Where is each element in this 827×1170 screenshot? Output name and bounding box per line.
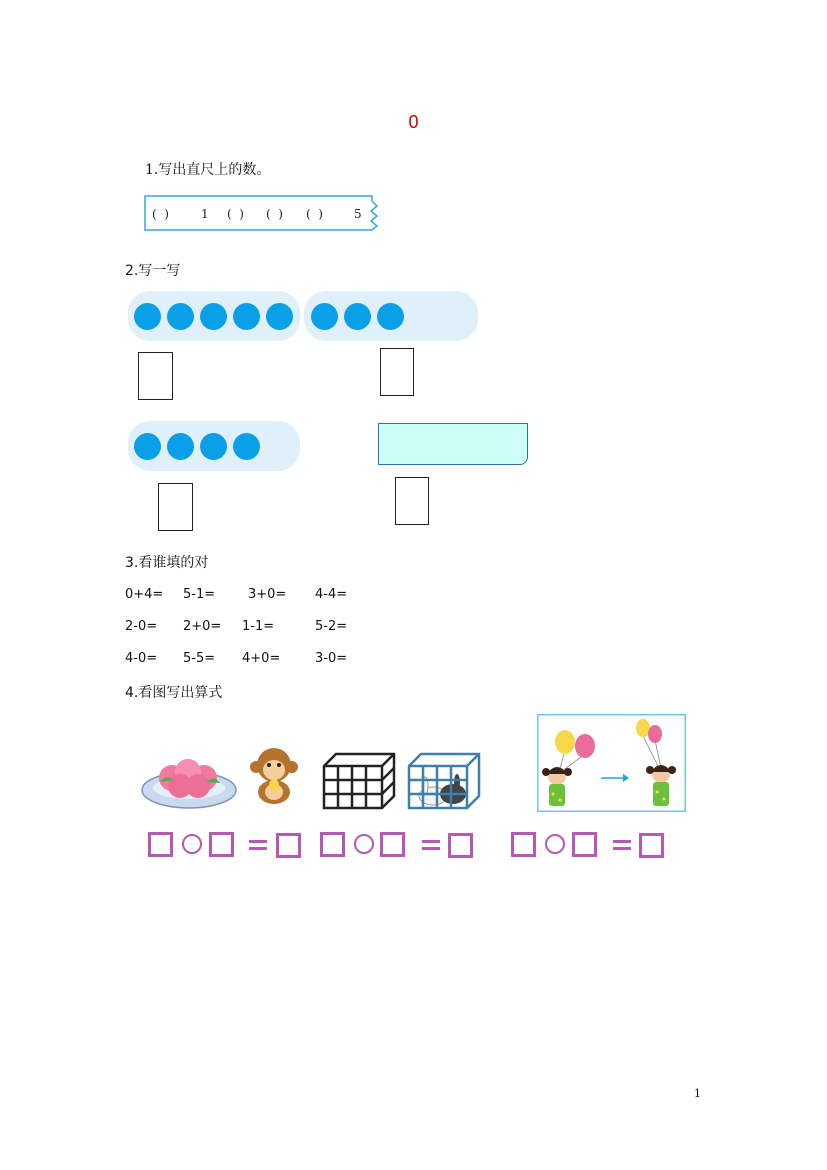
ruler — [144, 195, 378, 231]
answer-box[interactable] — [395, 477, 429, 525]
equation: 4+0= — [242, 651, 281, 666]
ruler-mark-3: ( ) — [266, 207, 283, 221]
equation: 0+4= — [125, 587, 164, 602]
ruler-mark-1: 1 — [201, 207, 209, 221]
ruler-mark-5: 5 — [354, 207, 362, 221]
answer-box[interactable] — [380, 348, 414, 396]
blue-dot — [344, 303, 371, 330]
peach-plate-image — [140, 752, 238, 810]
blue-dot — [266, 303, 293, 330]
blue-dot — [311, 303, 338, 330]
equation: 2+0= — [183, 619, 222, 634]
blue-dot — [200, 303, 227, 330]
dot-group-five — [128, 291, 300, 341]
equation: 5-2= — [315, 619, 348, 634]
answer-square[interactable] — [320, 832, 345, 857]
answer-square[interactable] — [276, 833, 301, 858]
answer-square[interactable] — [572, 832, 597, 857]
answer-square[interactable] — [209, 832, 234, 857]
rabbit-cage-image — [407, 752, 481, 810]
blue-dot — [167, 303, 194, 330]
answer-box[interactable] — [158, 483, 193, 531]
blue-dot — [377, 303, 404, 330]
page-number: 1 — [694, 1087, 701, 1100]
equals-sign — [422, 840, 440, 850]
equation: 4-4= — [315, 587, 348, 602]
blue-dot — [134, 433, 161, 460]
question-1-label: 1.写出直尺上的数。 — [145, 162, 271, 178]
answer-square[interactable] — [448, 833, 473, 858]
dot-group-three — [304, 291, 478, 341]
balloon-girl-image — [537, 714, 686, 812]
equation: 3+0= — [248, 587, 287, 602]
ruler-mark-4: ( ) — [306, 207, 323, 221]
question-2-label: 2.写一写 — [125, 263, 181, 279]
page-title: 0 — [408, 112, 419, 132]
operator-circle[interactable] — [354, 834, 374, 854]
dot-group-four — [128, 421, 300, 471]
equation: 1-1= — [242, 619, 275, 634]
ruler-mark-0: ( ) — [152, 207, 169, 221]
equation: 4-0= — [125, 651, 158, 666]
operator-circle[interactable] — [182, 834, 202, 854]
blue-dot — [233, 303, 260, 330]
blue-dot — [200, 433, 227, 460]
equals-sign — [249, 840, 267, 850]
equation: 5-1= — [183, 587, 216, 602]
equation: 3-0= — [315, 651, 348, 666]
equation: 2-0= — [125, 619, 158, 634]
blue-dot — [233, 433, 260, 460]
answer-box[interactable] — [138, 352, 173, 400]
answer-square[interactable] — [380, 832, 405, 857]
answer-square[interactable] — [148, 832, 173, 857]
answer-square[interactable] — [639, 833, 664, 858]
ruler-mark-2: ( ) — [227, 207, 244, 221]
answer-square[interactable] — [511, 832, 536, 857]
empty-dot-frame — [378, 423, 528, 465]
equals-sign — [613, 840, 631, 850]
question-4-label: 4.看图写出算式 — [125, 685, 223, 701]
blue-dot — [134, 303, 161, 330]
equation: 5-5= — [183, 651, 216, 666]
blue-dot — [167, 433, 194, 460]
operator-circle[interactable] — [545, 834, 565, 854]
monkey-image — [250, 745, 298, 805]
question-3-label: 3.看谁填的对 — [125, 555, 209, 571]
empty-cage-image — [322, 752, 396, 810]
